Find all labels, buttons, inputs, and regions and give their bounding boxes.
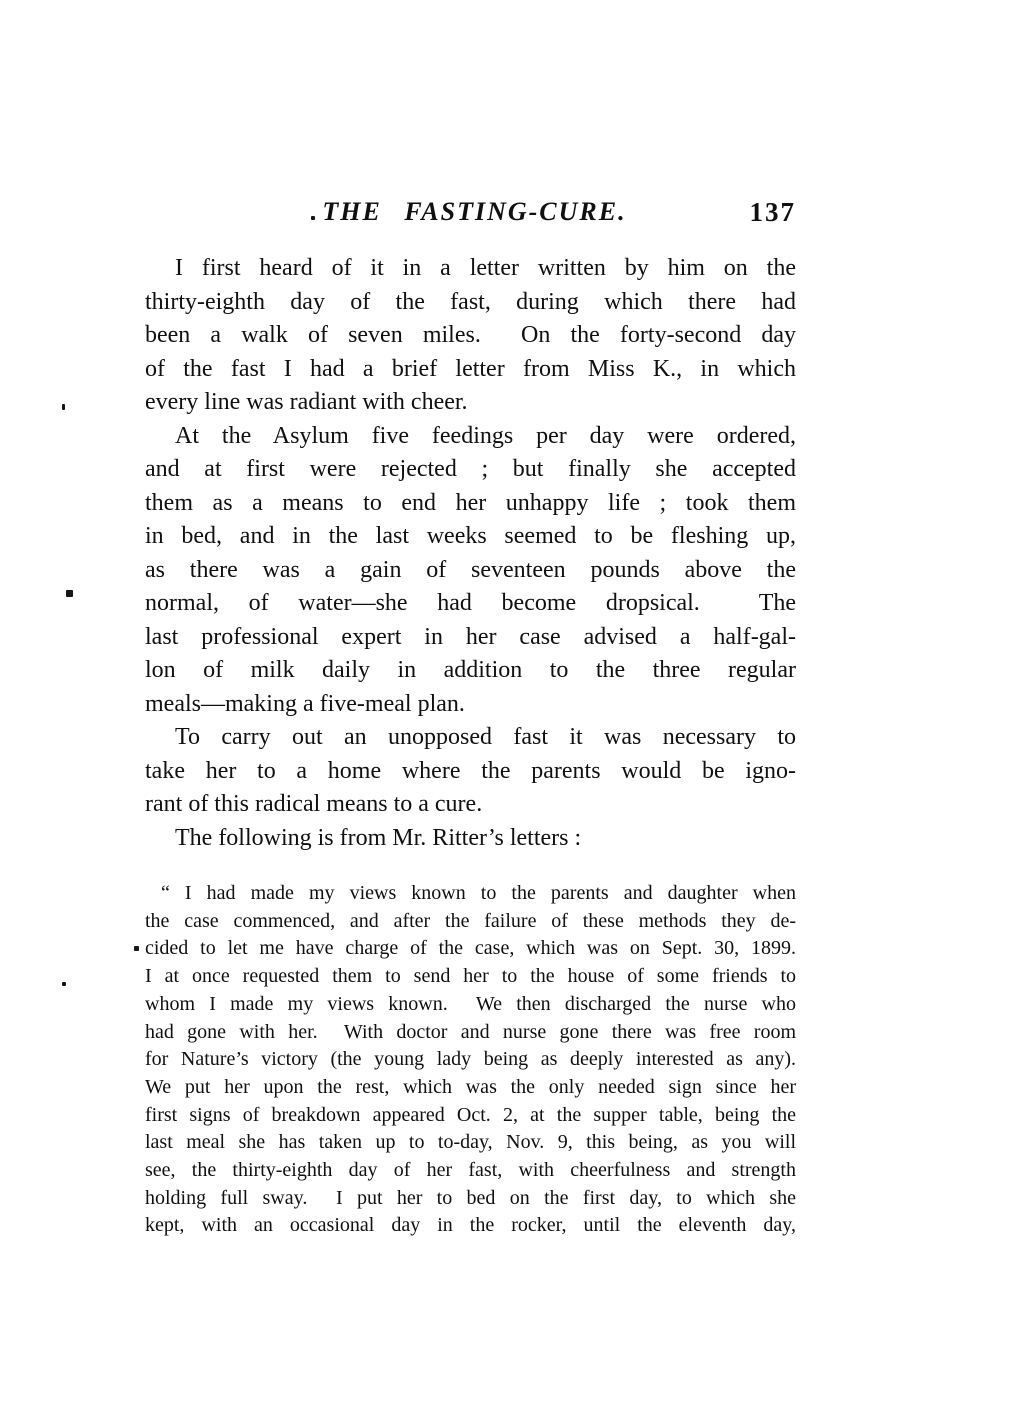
quote-text-line: see, the thirty-eighth day of her fast, with cheerfulness and strength (145, 1159, 796, 1182)
scan-speck (311, 216, 315, 220)
body-text-line: rant of this radical means to a cure. (145, 791, 483, 817)
quote-text-line: first signs of breakdown appeared Oct. 2, at the supper table, being the (145, 1103, 796, 1126)
body-text (145, 252, 796, 855)
body-text-line: last professional expert in her case advised a half-gal- (145, 623, 796, 650)
running-head-title: THE FASTING-CURE. (322, 197, 627, 226)
body-text-line: To carry out an unopposed fast it was necessary to (175, 724, 796, 750)
body-text-line: normal, of water—she had become dropsical. The (145, 590, 796, 616)
body-text-line: meals—making a five-meal plan. (145, 690, 465, 717)
body-text-line: every line was radiant with cheer. (145, 389, 468, 415)
scan-speck (62, 404, 65, 410)
body-paragraph (145, 822, 796, 856)
body-paragraph (145, 420, 796, 722)
body-text-line: and at first were rejected ; but finally she accepted (145, 456, 796, 482)
text-block (145, 197, 796, 1240)
quote-text-line: had gone with her. With doctor and nurse gone there was free room (145, 1020, 796, 1043)
quote-text-line: the case commenced, and after the failure of these methods they de- (145, 909, 796, 932)
body-paragraph (145, 721, 796, 822)
scan-speck (62, 982, 66, 986)
body-text-line: take her to a home where the parents would be igno- (145, 757, 796, 784)
quote-text-line: cided to let me have charge of the case, which was on Sept. 30, 1899. (145, 937, 796, 960)
quote-text-line: kept, with an occasional day in the rocker, until the eleventh day, (145, 1214, 796, 1237)
running-head (145, 197, 796, 227)
page-number: 137 (749, 197, 796, 227)
quote-text-line: “ I had made my views known to the parents and daughter when (161, 882, 796, 904)
quote-text-line: whom I made my views known. We then discharged the nurse who (145, 992, 796, 1015)
scan-speck (134, 946, 139, 951)
body-text-line: At the Asylum five feedings per day were ordered, (175, 422, 796, 449)
quote-text-line: We put her upon the rest, which was the only needed sign since her (145, 1075, 796, 1098)
body-text-line: thirty-eighth day of the fast, during which there had (145, 288, 796, 315)
body-text-line: lon of milk daily in addition to the three regular (145, 657, 796, 683)
body-text-line: I first heard of it in a letter written by him on the (175, 255, 796, 281)
body-text-line: in bed, and in the last weeks seemed to be fleshing up, (145, 523, 796, 549)
quote-text-line: I at once requested them to send her to the house of some friends to (145, 965, 796, 988)
body-paragraph (145, 252, 796, 420)
scan-speck (66, 590, 73, 597)
body-text-line: them as a means to end her unhappy life ; took them (145, 489, 796, 516)
body-text-line: The following is from Mr. Ritter’s letters : (175, 824, 582, 851)
body-text-line: of the fast I had a brief letter from Miss K., in which (145, 355, 796, 382)
body-text-line: been a walk of seven miles. On the forty-second day (145, 322, 796, 348)
quote-text-line: holding full sway. I put her to bed on the first day, to which she (145, 1186, 796, 1209)
letter-extract (145, 880, 796, 1240)
quote-text-line: last meal she has taken up to to-day, Nov. 9, this being, as you will (145, 1131, 796, 1154)
quote-text-line: for Nature’s victory (the young lady being as deeply interested as any). (145, 1048, 796, 1071)
body-text-line: as there was a gain of seventeen pounds above the (145, 556, 796, 583)
